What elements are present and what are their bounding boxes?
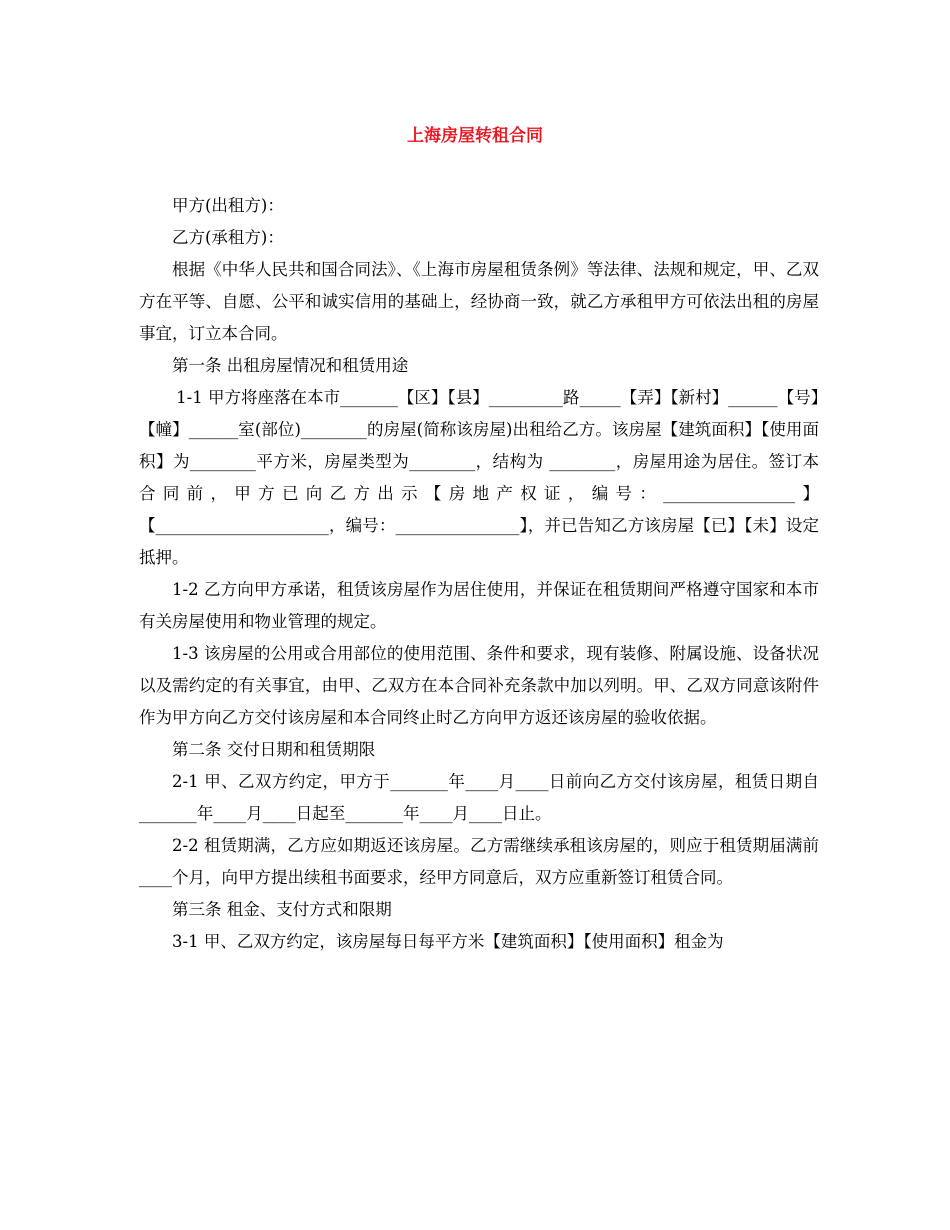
clause-1-2: 1-2 乙方向甲方承诺，租赁该房屋作为居住使用，并保证在租赁期间严格遵守国家和本市有关房屋使用和物业管理的规定。 (139, 580, 819, 631)
document-body (139, 190, 819, 958)
article-3-heading: 第三条 租金、支付方式和限期 (172, 900, 392, 919)
party-b-line: 乙方(承租方)： (172, 228, 284, 247)
article-2-heading: 第二条 交付日期和租赁期限 (172, 740, 376, 759)
article-1-heading: 第一条 出租房屋情况和租赁用途 (172, 356, 409, 375)
preamble-paragraph: 根据《中华人民共和国合同法》、《上海市房屋租赁条例》等法律、法规和规定，甲、乙双方在平等、自愿、公平和诚实信用的基础上，经协商一致，就乙方承租甲方可依法出租的房屋事宜，订立本合同。 (139, 260, 819, 343)
clause-1-3: 1-3 该房屋的公用或合用部位的使用范围、条件和要求，现有装修、附属设施、设备状况以及需约定的有关事宜，由甲、乙双方在本合同补充条款中加以列明。甲、乙双方同意该附件作为甲方向乙方交付该房屋和本合同终止时乙方向甲方返还该房屋的验收依据。 (139, 644, 819, 727)
clause-2-1: 2-1 甲、乙双方约定，甲方于_______年____月____日前向乙方交付该房屋，租赁日期自_______年____月____日起至_______年____月____日止。 (139, 772, 819, 823)
clause-3-1: 3-1 甲、乙双方约定，该房屋每日每平方米【建筑面积】【使用面积】租金为 (172, 932, 724, 951)
document-title: 上海房屋转租合同 (407, 126, 543, 146)
party-a-line: 甲方(出租方)： (172, 196, 284, 215)
clause-1-1: 1-1 甲方将座落在本市_______【区】【县】_________路_____【弄】【新村】______【号】【幢】______室(部位)________的房屋(简称该房屋)出租给乙方。该房屋【建筑面积】【使用面积】为________平方米，房屋类型为________，结构为 ________，房屋用途为居住。签订本合同前，甲方已向乙方出示【房地产权证，编号：________________】【_____________________，编号：_______________】，并已告知乙方该房屋【已】【未】设定抵押。 (139, 388, 819, 567)
clause-2-2: 2-2 租赁期满，乙方应如期返还该房屋。乙方需继续承租该房屋的，则应于租赁期届满前____个月，向甲方提出续租书面要求，经甲方同意后，双方应重新签订租赁合同。 (139, 836, 819, 887)
